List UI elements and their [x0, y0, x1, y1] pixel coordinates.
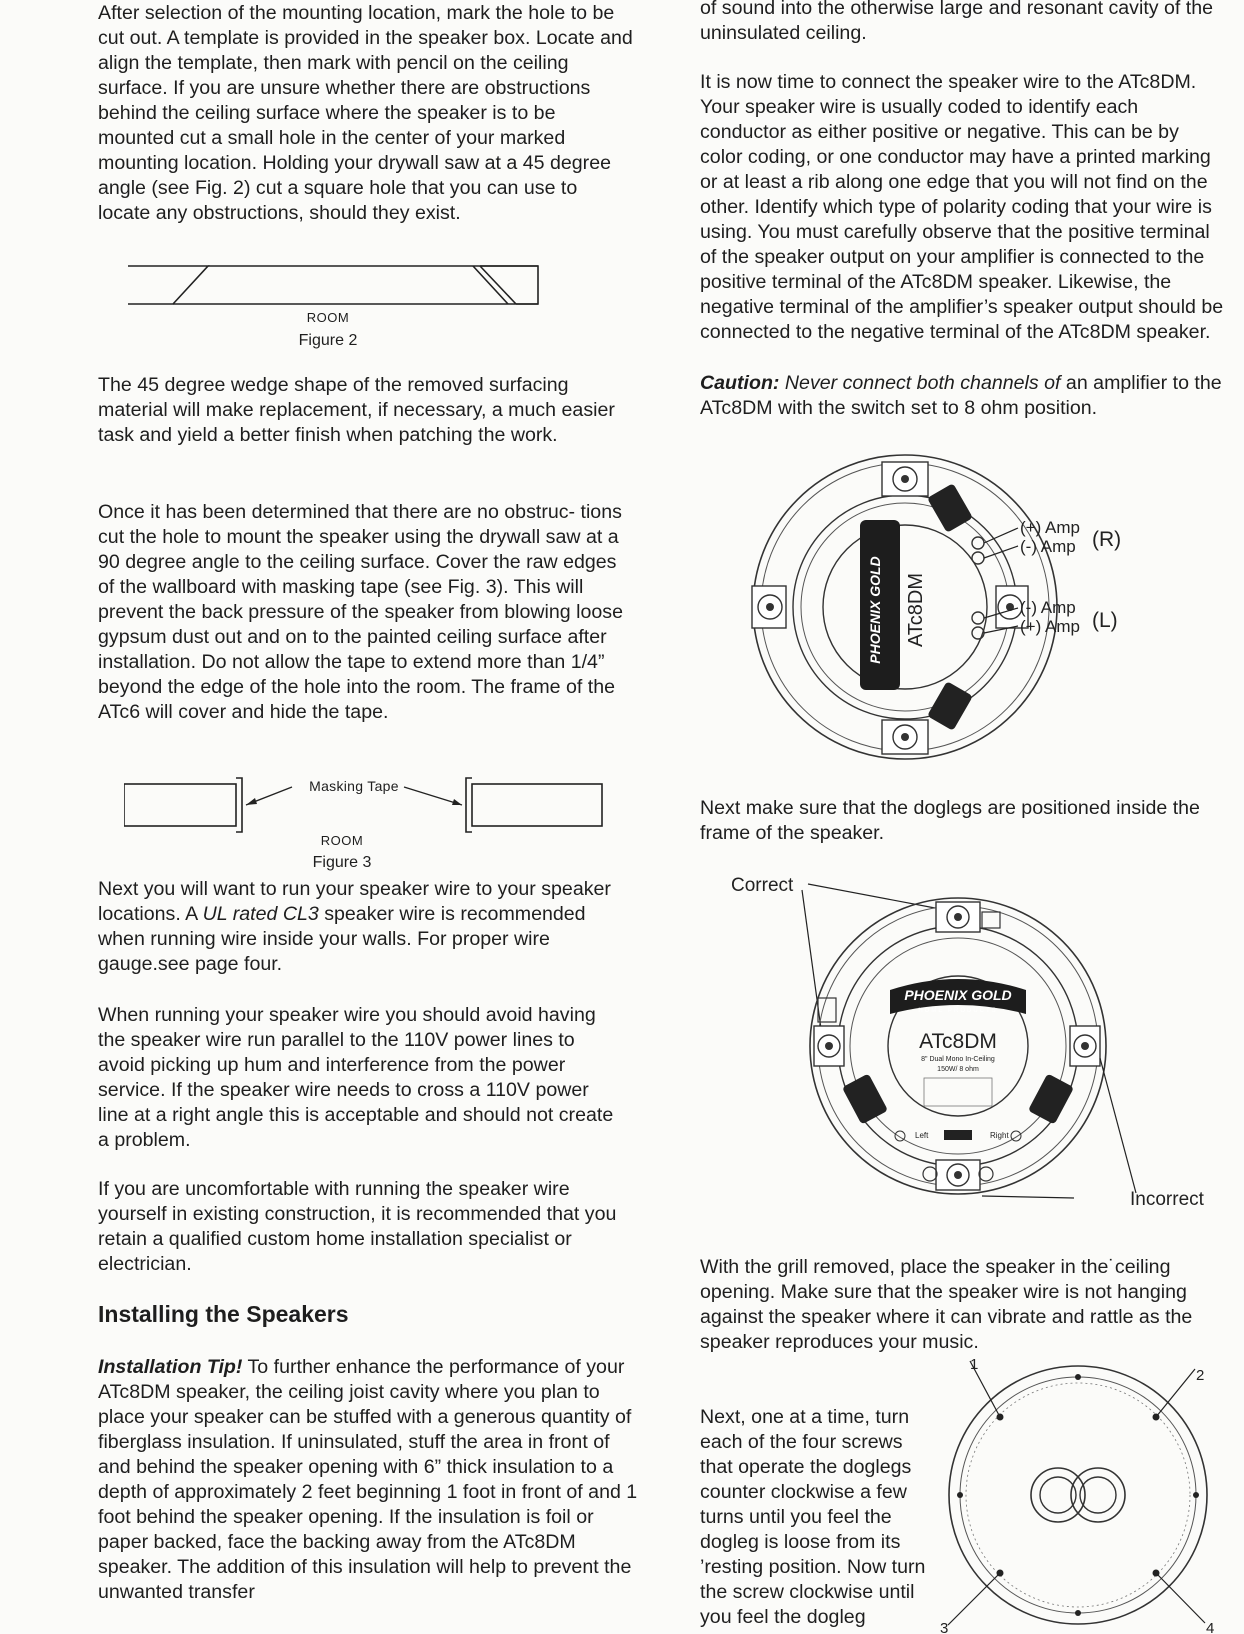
section-heading-installing: Installing the Speakers: [98, 1301, 349, 1327]
left-negative-amp-label: (-) Amp: [1020, 598, 1076, 617]
figure-2-caption: Figure 2: [298, 332, 358, 349]
paragraph-installation-specialist: If you are uncomfortable with running the speaker wire yourself in existing construction, it is recommended that you retain a qualified custom home installation specialist or electrician.: [98, 1178, 617, 1275]
dogleg-brand-logo: PHOENIX GOLD: [904, 987, 1012, 1003]
ul-rated-cl3: UL rated CL3: [202, 903, 319, 925]
paragraph-caution: [700, 371, 1235, 421]
screw-number-2: 2: [1196, 1367, 1205, 1384]
installation-tip-label: Installation Tip!: [98, 1356, 243, 1378]
paragraph-cut-hole: Once it has been determined that there are no obstruc- tions cut the hole to mount the speaker using the drywall saw at a 90 degree angle to the ceiling surface. Cover the raw edges of the wallboard with masking tape (see Fig. 3). This will prevent the back pressure of the speaker from blowing loose gypsum dust out and on to the painted ceiling surface after installation. Do not allow the tape to extend more than 1/4” beyond the edge of the hole into the room. The frame of the ATc6 will cover and hide the tape.: [98, 501, 623, 723]
figure-3-room-label: ROOM: [320, 833, 364, 848]
correct-label: Correct: [731, 875, 794, 896]
right-channel-tag: (R): [1092, 528, 1122, 551]
wiring-diagram: [740, 450, 1190, 765]
figure-3-masking-tape-label: Masking Tape: [309, 778, 399, 794]
dogleg-right-label: Right: [990, 1131, 1009, 1140]
right-positive-amp-label: (+) Amp: [1020, 518, 1080, 537]
screw-number-3: 3: [940, 1620, 949, 1634]
dogleg-spec-line-1: 8" Dual Mono In-Ceiling: [921, 1056, 995, 1063]
wire-text-end: speaker wire is recommended when running wire inside your walls. For proper wire gauge.see page four.: [98, 903, 586, 975]
wiring-brand-logo: PHOENIX GOLD: [867, 556, 883, 664]
dogleg-left-label: Left: [915, 1131, 929, 1140]
paragraph-grill-removed: With the grill removed, place the speaker in the˙ceiling opening. Make sure that the speaker wire is not hanging against the speaker where it can vibrate and rattle as the speaker reproduces your music.: [700, 1256, 1193, 1353]
paragraph-turn-screws: Next, one at a time, turn each of the four screws that operate the doglegs counter clockwise a few turns until you feel the dogleg is loose from its ’resting position. Now turn the screw clockwise until you feel the dogleg: [700, 1406, 926, 1628]
figure-3-caption: Figure 3: [312, 854, 372, 871]
incorrect-label: Incorrect: [1130, 1189, 1204, 1210]
dogleg-brand-subtitle: HOME PRODUCTS: [918, 1008, 998, 1014]
wire-text-start: Next you will want to run your speaker wire to your speaker locations. A: [98, 878, 611, 925]
paragraph-installation-tip: [98, 1355, 638, 1605]
dogleg-model-label: ATc8DM: [919, 1030, 997, 1053]
paragraph-connect-wire: It is now time to connect the speaker wire to the ATc8DM. Your speaker wire is usually coded to identify each conductor as either positive or negative. This can be by color coding, or one conductor may have a printed marking or at least a rib along one edge that you will not find on the other. Identify which type of polarity coding that your wire is using. You must carefully observe that the positive terminal of the speaker output on your amplifier is connected to the positive terminal of the ATc8DM speaker. Likewise, the negative terminal of the amplifier’s speaker output should be connected to the negative terminal of the ATc8DM speaker.: [700, 71, 1224, 343]
paragraph-mark-hole: After selection of the mounting location, mark the hole to be cut out. A template is provided in the speaker box. Locate and align the template, then mark with pencil on the ceiling surface. If you are unsure whether there are obstructions behind the ceiling surface where the speaker is to be mounted cut a small hole in the center of your marked mounting location. Holding your drywall saw at a 45 degree angle (see Fig. 2) cut a square hole that you can use to locate any obstructions, should they exist.: [98, 2, 633, 224]
left-channel-tag: (L): [1092, 609, 1118, 632]
screw-diagram: [940, 1355, 1230, 1634]
dogleg-spec-line-2: 150W/ 8 ohm: [937, 1066, 979, 1073]
screw-number-4: 4: [1206, 1620, 1215, 1634]
screw-number-1: 1: [970, 1356, 979, 1373]
wiring-model-label: ATc8DM: [905, 572, 927, 648]
paragraph-resonant-cavity: of sound into the otherwise large and resonant cavity of the uninsulated ceiling.: [700, 0, 1214, 44]
paragraph-wedge-shape: The 45 degree wedge shape of the removed surfacing material will make replacement, if necessary, a much easier task and yield a better finish when patching the work.: [98, 374, 615, 446]
caution-text: an amplifier to the ATc8DM with the switch set to 8 ohm position.: [700, 372, 1222, 419]
figure-2-room-label: ROOM: [306, 310, 350, 325]
paragraph-doglegs-inside: Next make sure that the doglegs are positioned inside the frame of the speaker.: [700, 797, 1200, 844]
dogleg-diagram: [700, 868, 1240, 1218]
figure-2-diagram: [128, 262, 548, 306]
caution-italic-text: Never connect both channels of: [779, 372, 1061, 394]
caution-label: Caution:: [700, 372, 780, 394]
right-negative-amp-label: (-) Amp: [1020, 537, 1076, 556]
paragraph-speaker-wire: [98, 877, 618, 977]
installation-tip-text: To further enhance the performance of your ATc8DM speaker, the ceiling joist cavity where you plan to place your speaker can be stuffed with a generous quantity of fiberglass insulation. If uninsulated, stuff the area in front of and behind the speaker opening with 6” thick insulation to a depth of approximately 2 feet beginning 1 foot in front of and 1 foot behind the speaker opening. If the insulation is foil or paper backed, face the backing away from the ATc8DM speaker. The addition of this insulation will help to prevent the unwanted transfer: [98, 1356, 638, 1603]
paragraph-power-lines: When running your speaker wire you should avoid having the speaker wire run parallel to the 110V power lines to avoid picking up hum and interference from the power service. If the speaker wire needs to cross a 110V power line at a right angle this is acceptable and should not create a problem.: [98, 1004, 614, 1151]
left-positive-amp-label: (+) Amp: [1020, 617, 1080, 636]
